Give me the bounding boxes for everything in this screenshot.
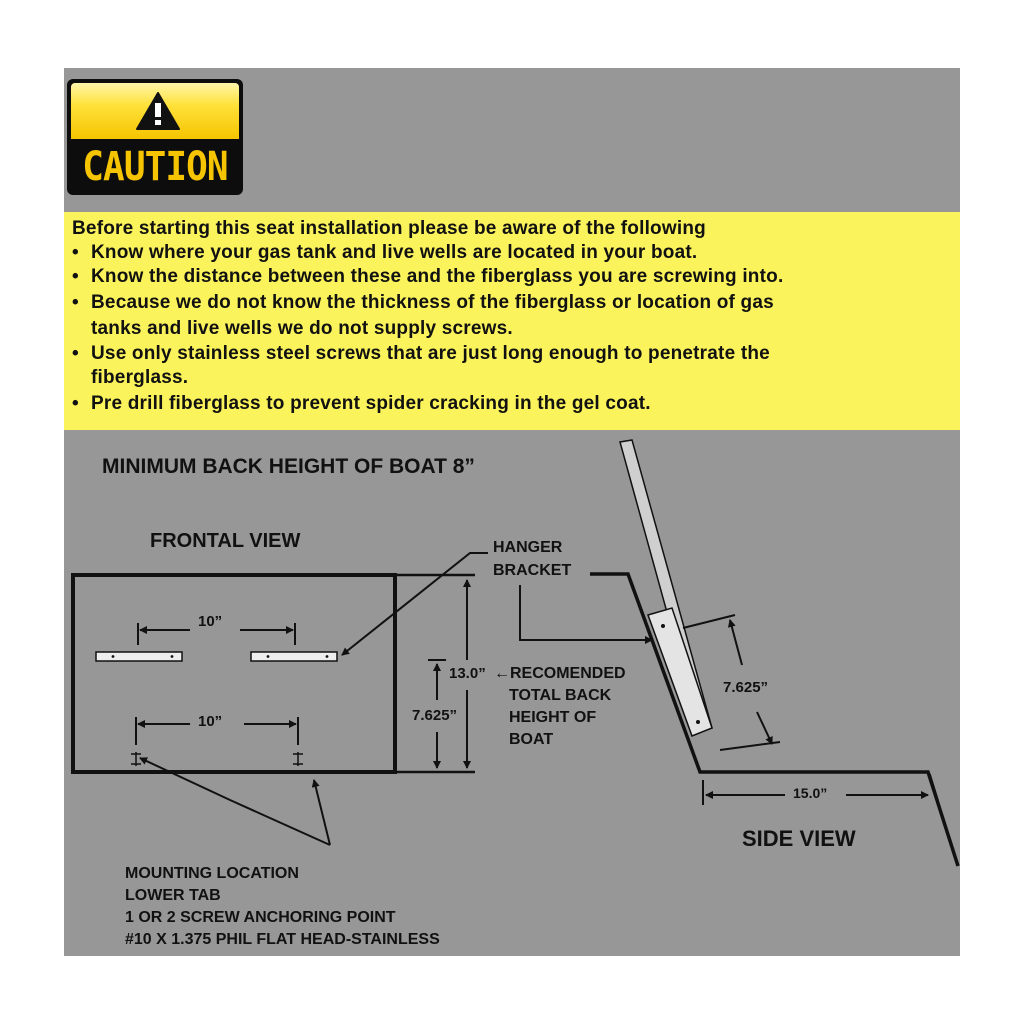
- lower-tab-screw-right: [293, 752, 303, 766]
- dimension-front-height: 7.625”: [412, 707, 458, 724]
- side-view-label: SIDE VIEW: [742, 826, 856, 851]
- side-seat-profile: [590, 574, 958, 866]
- bullet-dot-icon: •: [72, 242, 79, 263]
- diagram-heading: MINIMUM BACK HEIGHT OF BOAT 8”: [102, 455, 475, 478]
- caution-label: CAUTION: [82, 144, 228, 190]
- notice-intro: Before starting this seat installation please be aware of the following: [72, 218, 706, 239]
- mounting-line2: LOWER TAB: [125, 887, 221, 904]
- bullet-dot-icon: •: [72, 393, 79, 414]
- notice-bullet: Pre drill fiberglass to prevent spider cracking in the gel coat.: [91, 393, 651, 414]
- notice-bullet-continued: tanks and live wells we do not supply screws.: [91, 318, 513, 339]
- mounting-line4: #10 X 1.375 PHIL FLAT HEAD-STAINLESS: [125, 931, 440, 948]
- mounting-line3: 1 OR 2 SCREW ANCHORING POINT: [125, 909, 396, 926]
- notice-bullet: Know the distance between these and the fiberglass you are screwing into.: [91, 266, 784, 287]
- bullet-dot-icon: •: [72, 292, 79, 313]
- notice-bullet: Use only stainless steel screws that are just long enough to penetrate the: [91, 343, 770, 364]
- dimension-side-depth: 15.0”: [793, 785, 828, 801]
- frontal-view-label: FRONTAL VIEW: [150, 530, 301, 552]
- notice-bullet: Because we do not know the thickness of the fiberglass or location of gas: [91, 292, 774, 313]
- recommended-line3: HEIGHT OF: [509, 709, 597, 726]
- hanger-label-line1: HANGER: [493, 539, 563, 556]
- hanger-bracket-right: [251, 652, 337, 661]
- recommended-line1: ←RECOMENDED: [494, 665, 626, 682]
- recommended-line4: BOAT: [509, 731, 554, 748]
- dimension-side-height: 7.625”: [723, 679, 769, 696]
- hanger-label-line2: BRACKET: [493, 562, 572, 579]
- mounting-line1: MOUNTING LOCATION: [125, 865, 299, 882]
- frontal-seat-outline: [73, 575, 395, 772]
- mounting-leader: [314, 780, 330, 845]
- dimension-arrow: [757, 712, 772, 744]
- notice-bullet: Know where your gas tank and live wells are located in your boat.: [91, 242, 698, 263]
- dimension-bottom-spacing: 10”: [198, 713, 223, 730]
- hanger-leader-side: [520, 585, 652, 640]
- dimension-arrow: [730, 620, 742, 665]
- lower-tab-screw-left: [131, 752, 141, 766]
- dimension-top-spacing: 10”: [198, 613, 223, 630]
- recommended-line2: TOTAL BACK: [509, 687, 612, 704]
- hanger-bracket-left: [96, 652, 182, 661]
- bullet-dot-icon: •: [72, 266, 79, 287]
- notice-bullet-continued: fiberglass.: [91, 367, 189, 388]
- bullet-dot-icon: •: [72, 343, 79, 364]
- dimension-total-height: 13.0”: [449, 665, 486, 682]
